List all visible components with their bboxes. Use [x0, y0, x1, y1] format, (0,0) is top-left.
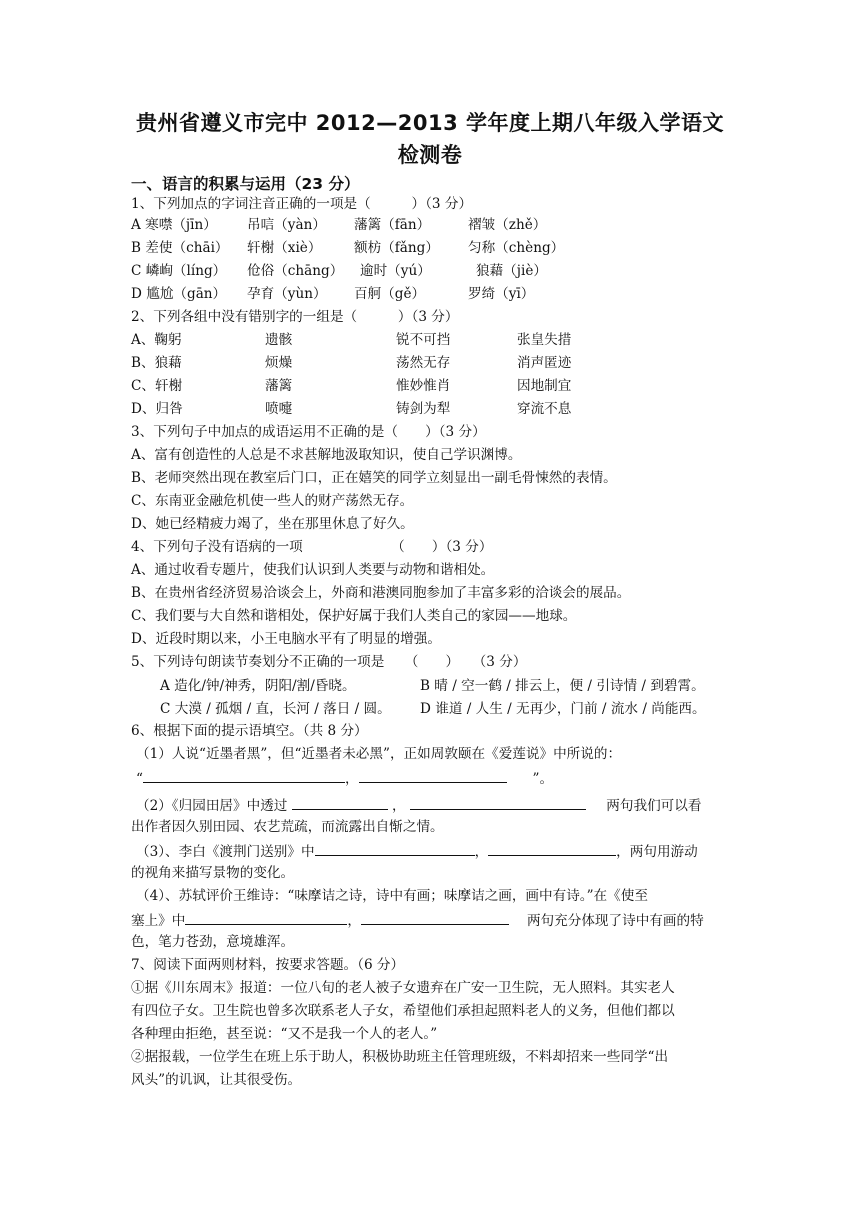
q6-part2-blank-1[interactable]: [292, 795, 388, 810]
q4-stem: 4、下列句子没有语病的一项 （ ）（3 分）: [131, 539, 493, 555]
q4-option-d: D、近段时期以来，小王电脑水平有了明显的增强。: [131, 631, 441, 647]
q7-material-1-line-2: 有四位子女。卫生院也曾多次联系老人子女，希望他们承担起照料老人的义务，但他们都以: [131, 1003, 675, 1019]
q6-part3-suffix: ，两句用游动: [616, 844, 698, 860]
q6-part1-comma: ，: [344, 771, 359, 787]
q6-part4-line: [131, 910, 704, 930]
q2-option: 烦燥: [265, 355, 293, 371]
q6-stem: 6、根据下面的提示语填空。（共 8 分）: [131, 723, 368, 739]
q1-option: 吊唁（yàn）: [247, 217, 326, 233]
q6-part3-blank-2[interactable]: [488, 841, 616, 856]
q2-option: 荡然无存: [396, 355, 451, 371]
q2-option: 张皇失措: [517, 332, 572, 348]
q1-option: C 嶙峋（líng）: [131, 263, 227, 279]
q6-part2-line: [136, 795, 701, 815]
q2-option: 消声匿迹: [517, 355, 572, 371]
q2-option: 因地制宜: [517, 378, 572, 394]
q1-option: 罗绮（yī）: [468, 286, 535, 302]
q1-option: 匀称（chèng）: [468, 240, 565, 256]
q2-option: 遗骸: [265, 332, 293, 348]
q1-option: 伧俗（chāng）: [247, 263, 344, 279]
q7-material-2-line-1: ②据报载，一位学生在班上乐于助人，积极协助班主任管理班级，不料却招来一些同学“出: [131, 1049, 669, 1065]
exam-title-line-2: 检测卷: [397, 143, 463, 167]
q6-part3-prefix: （3）、李白《渡荆门送别》中: [136, 844, 315, 860]
q2-option: 锐不可挡: [396, 332, 451, 348]
q3-option-a: A、富有创造性的人总是不求甚解地汲取知识，使自己学识渊博。: [131, 447, 522, 463]
q6-part3-comma: ，: [474, 844, 489, 860]
q6-part4-suffix: 两句充分体现了诗中有画的特: [526, 913, 704, 929]
q6-part3-line: [136, 841, 698, 861]
q3-option-d: D、她已经精疲力竭了，坐在那里休息了好久。: [131, 516, 414, 532]
q6-part1-answer-line: [136, 768, 553, 788]
q6-part4-blank-2[interactable]: [361, 910, 509, 925]
q4-option-c: C、我们要与大自然和谐相处，保护好属于我们人类自己的家园——地球。: [131, 608, 577, 624]
q2-option: 惟妙惟肖: [396, 378, 451, 394]
q1-option: 藩篱（fān）: [354, 217, 431, 233]
q3-option-c: C、东南亚金融危机使一些人的财产荡然无存。: [131, 493, 414, 509]
q6-part1-blank-2[interactable]: [359, 768, 507, 783]
q1-option: 褶皱（zhě）: [468, 217, 547, 233]
q6-part4-prompt: （4）、苏轼评价王维诗：“味摩诘之诗，诗中有画；味摩诘之画，画中有诗。”在《使至: [136, 888, 648, 904]
q1-option: D 尴尬（gān）: [131, 286, 227, 302]
q6-part4-blank-1[interactable]: [185, 910, 347, 925]
q5-option-c: C 大漠 / 孤烟 / 直，长河 / 落日 / 圆。: [160, 701, 391, 717]
q2-option: 喷嚏: [265, 401, 293, 417]
exam-title-line-1: 贵州省遵义市完中 2012—2013 学年度上期八年级入学语文: [135, 111, 724, 135]
q2-option: 铸剑为犁: [396, 401, 451, 417]
section-heading: 一、语言的积累与运用（23 分）: [131, 175, 360, 193]
q6-part1-prompt: （1）人说“近墨者黑”，但“近墨者未必黑”，正如周敦颐在《爱莲说》中所说的：: [136, 746, 622, 762]
q1-stem: 1、下列加点的字词注音正确的一项是（ ）（3 分）: [131, 196, 473, 212]
q7-stem: 7、阅读下面两则材料，按要求答题。（6 分）: [131, 957, 405, 973]
q6-part4-continuation: 色，笔力苍劲，意境雄浑。: [131, 934, 295, 950]
q6-part2-suffix: 两句我们可以看: [606, 798, 702, 814]
q2-option: 藩篱: [265, 378, 293, 394]
q7-material-2-line-2: 风头”的讥讽，让其很受伤。: [131, 1072, 302, 1088]
q6-part4-prefix: 塞上》中: [131, 913, 186, 929]
q1-option: 额枋（fǎng）: [354, 240, 439, 256]
q2-option: D、归咎: [131, 401, 183, 417]
q2-option: C、轩榭: [131, 378, 183, 394]
q1-option: 逾时（yú）: [360, 263, 431, 279]
q2-stem: 2、下列各组中没有错别字的一组是（ ）（3 分）: [131, 309, 459, 325]
q4-option-b: B、在贵州省经济贸易洽谈会上，外商和港澳同胞参加了丰富多彩的洽谈会的展品。: [131, 585, 631, 601]
q1-option: 狼藉（jiè）: [476, 263, 547, 279]
q6-part2-prefix: （2）《归园田居》中透过: [136, 798, 288, 814]
q6-part2-continuation: 出作者因久别田园、农艺荒疏，而流露出自惭之情。: [131, 819, 444, 835]
q5-stem: 5、下列诗句朗读节奏划分不正确的一项是 （ ） （3 分）: [131, 654, 527, 670]
q5-option-d: D 谁道 / 人生 / 无再少，门前 / 流水 / 尚能西。: [420, 701, 706, 717]
q7-material-1-line-3: 各种理由拒绝，甚至说：“又不是我一个人的老人。”: [131, 1026, 438, 1042]
q6-part2-comma: ，: [392, 798, 406, 814]
q6-part1-close-quote: ”。: [532, 771, 554, 787]
q3-option-b: B、老师突然出现在教室后门口，正在嬉笑的同学立刻显出一副毛骨悚然的表情。: [131, 470, 617, 486]
q1-option: 孕育（yùn）: [247, 286, 327, 302]
q1-option: 轩榭（xiè）: [247, 240, 322, 256]
q6-part2-blank-2[interactable]: [410, 795, 586, 810]
q6-part3-continuation: 的视角来描写景物的变化。: [131, 865, 295, 881]
q2-option: B、狼藉: [131, 355, 182, 371]
q1-option: 百舸（gě）: [354, 286, 426, 302]
q1-option: B 差使（chāi）: [131, 240, 229, 256]
q7-material-1-line-1: ①据《川东周末》报道：一位八旬的老人被子女遗弃在广安一卫生院，无人照料。其实老人: [131, 980, 675, 996]
q1-option: A 寒噤（jīn）: [131, 217, 217, 233]
q6-part3-blank-1[interactable]: [315, 841, 475, 856]
q3-stem: 3、下列句子中加点的成语运用不正确的是（ ）（3 分）: [131, 424, 486, 440]
q4-option-a: A、通过收看专题片，使我们认识到人类要与动物和谐相处。: [131, 562, 495, 578]
q5-option-b: B 晴 / 空一鹤 / 排云上，便 / 引诗情 / 到碧霄。: [420, 678, 705, 694]
q2-option: A、鞠躬: [131, 332, 182, 348]
q6-part1-blank-1[interactable]: [143, 768, 345, 783]
q2-option: 穿流不息: [517, 401, 572, 417]
q5-option-a: A 造化/钟/神秀，阴阳/割/昏晓。: [160, 678, 356, 694]
q6-part1-open-quote: “: [136, 771, 143, 787]
q6-part4-comma: ，: [347, 913, 361, 929]
